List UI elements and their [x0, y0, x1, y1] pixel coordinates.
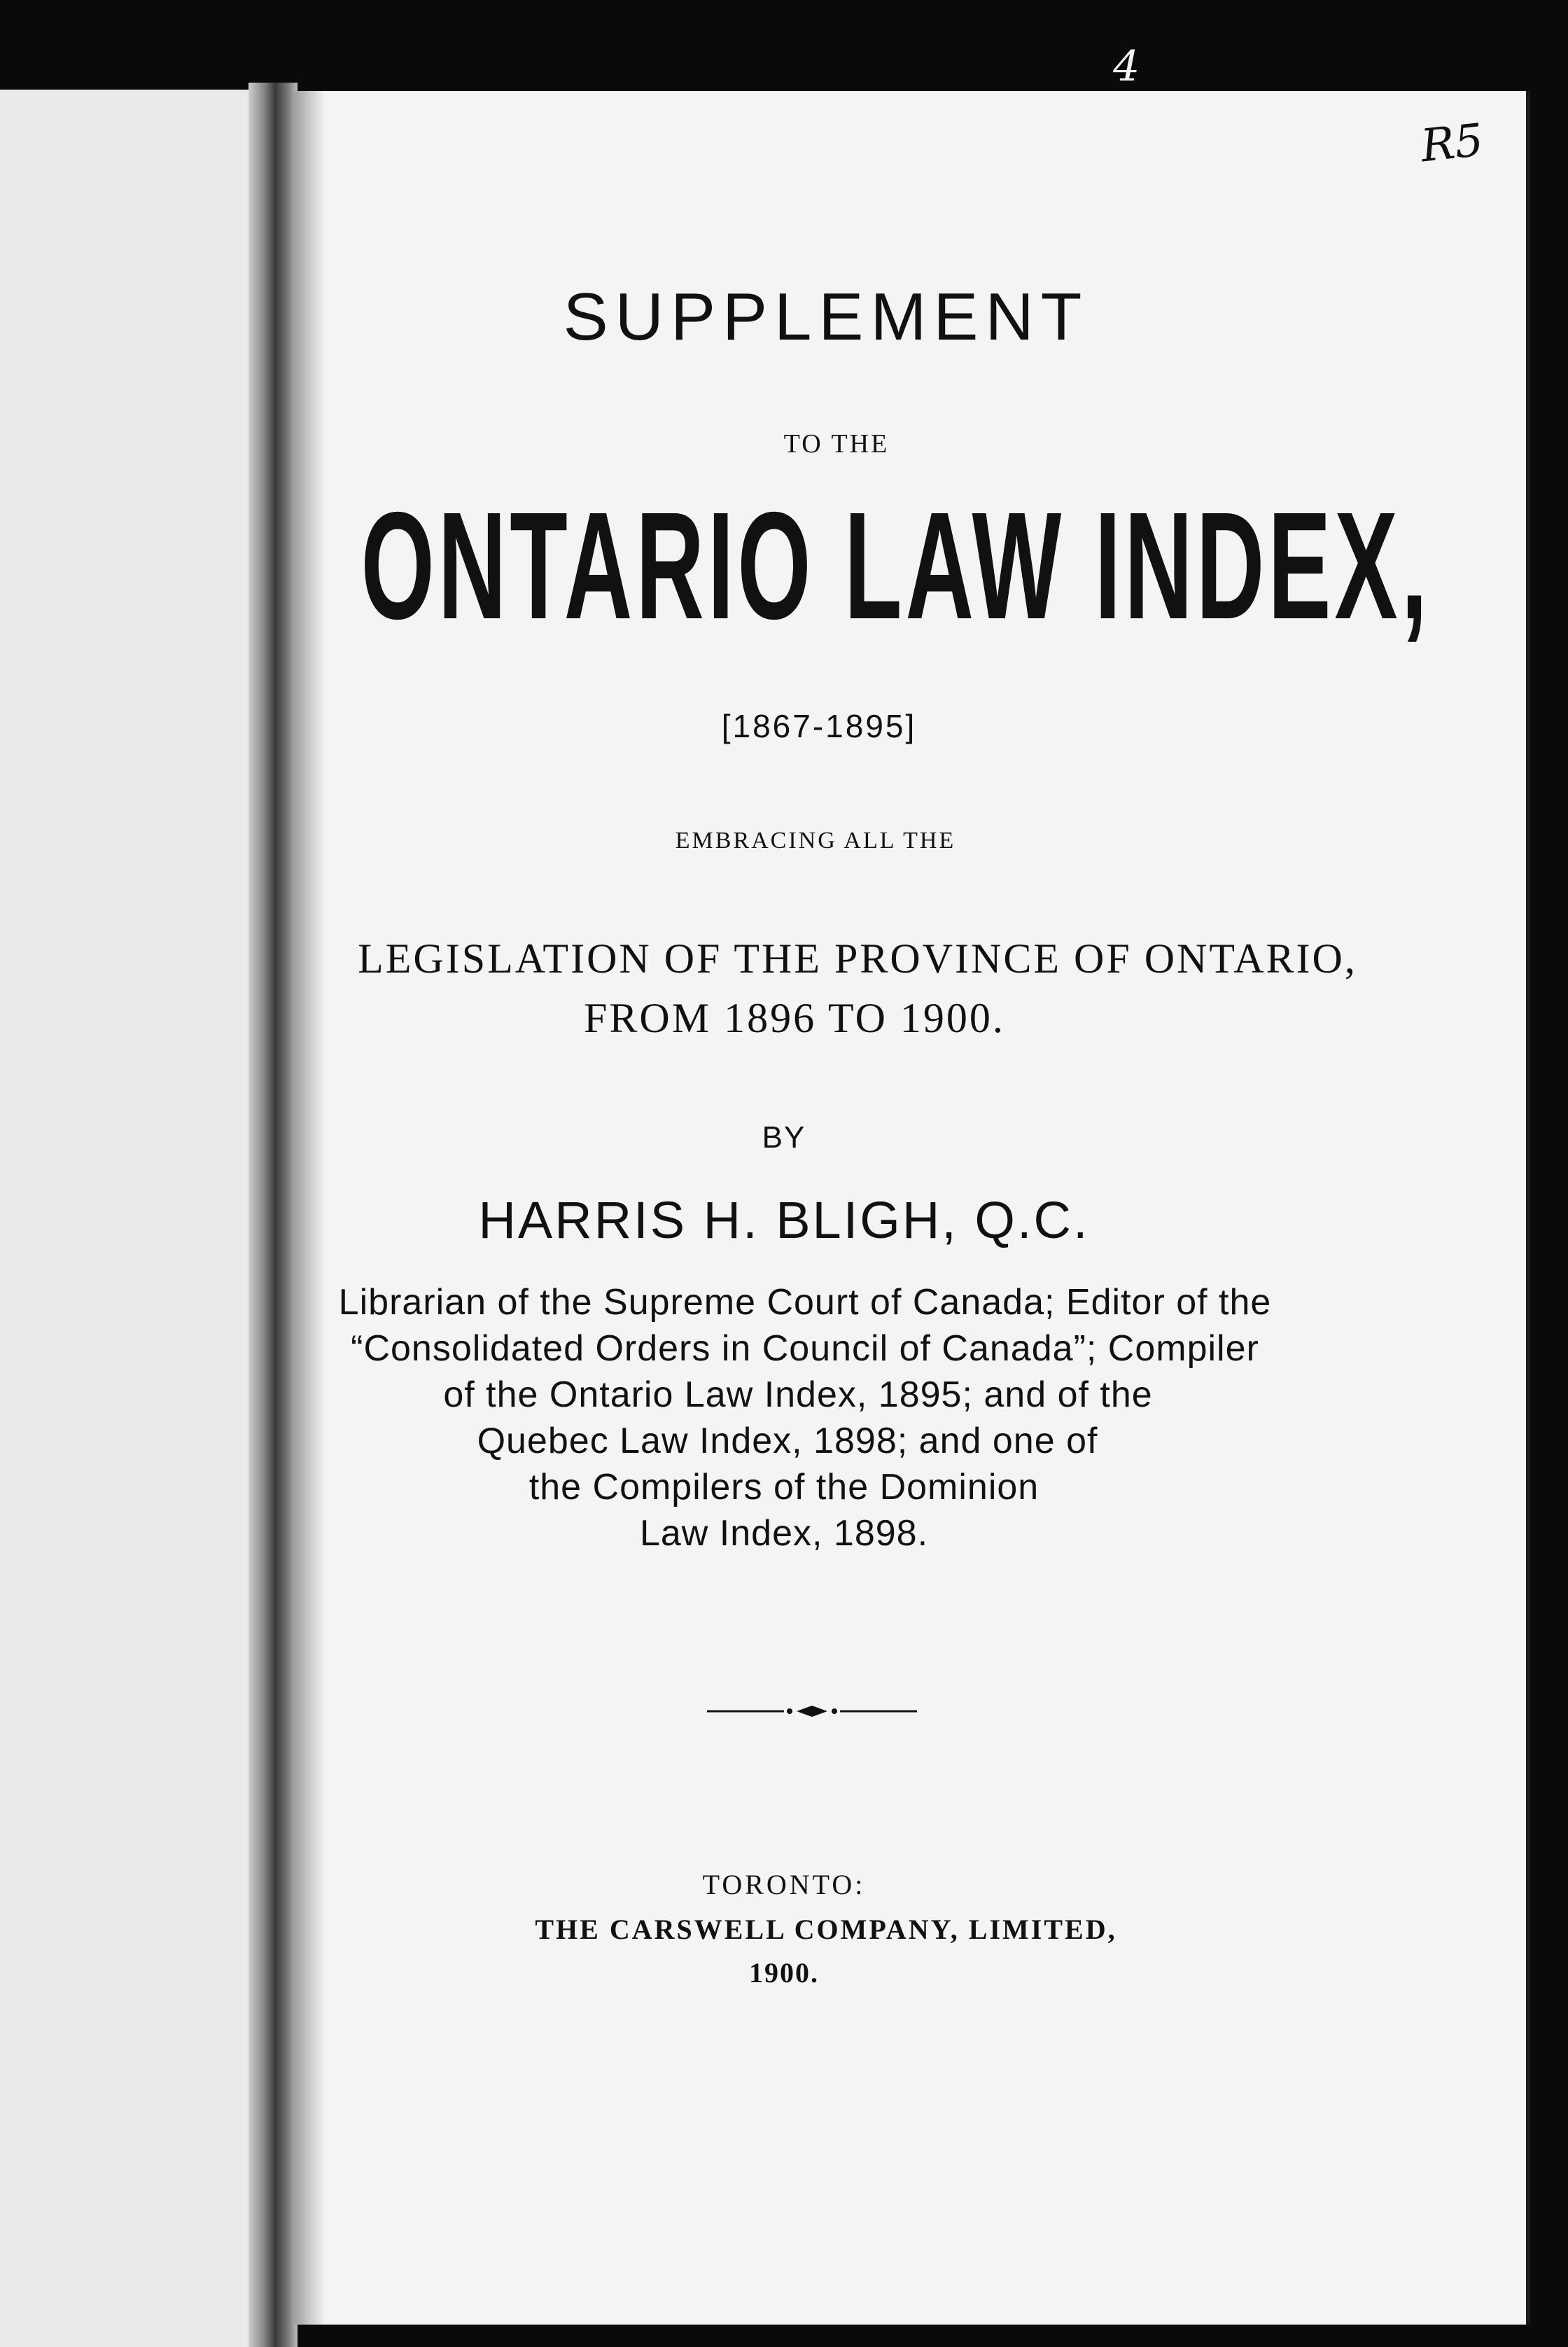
- imprint-publisher: THE CARSWELL COMPANY, LIMITED,: [535, 1914, 1117, 1945]
- embracing-line: EMBRACING ALL THE: [675, 828, 956, 854]
- author-description-line: “Consolidated Orders in Council of Canada”; Compiler: [351, 1328, 1259, 1369]
- by-line: BY: [762, 1120, 806, 1155]
- main-title: ONTARIO LAW INDEX,: [360, 481, 1432, 651]
- author-description-line: Librarian of the Supreme Court of Canada; Editor of the: [338, 1282, 1272, 1323]
- author-description-line: of the Ontario Law Index, 1895; and of the: [443, 1374, 1153, 1415]
- author-name: HARRIS H. BLIGH, Q.C.: [478, 1191, 1090, 1249]
- date-range-line: FROM 1896 TO 1900.: [584, 995, 1005, 1041]
- supplement-heading: SUPPLEMENT: [563, 279, 1089, 354]
- top-handwritten-note: 4: [1113, 42, 1140, 91]
- author-description-line: Law Index, 1898.: [639, 1513, 929, 1554]
- ornamental-rule: [707, 1703, 917, 1720]
- imprint-year: 1900.: [749, 1957, 819, 1989]
- imprint-city: TORONTO:: [702, 1869, 866, 1900]
- author-description-line: the Compilers of the Dominion: [528, 1467, 1040, 1507]
- to-the-line: TO THE: [783, 429, 890, 459]
- corner-handwritten-note: R5: [1418, 114, 1486, 173]
- years-range: [1867-1895]: [721, 708, 917, 744]
- legislation-line: LEGISLATION OF THE PROVINCE OF ONTARIO,: [358, 935, 1357, 982]
- author-description-line: Quebec Law Index, 1898; and one of: [477, 1421, 1098, 1461]
